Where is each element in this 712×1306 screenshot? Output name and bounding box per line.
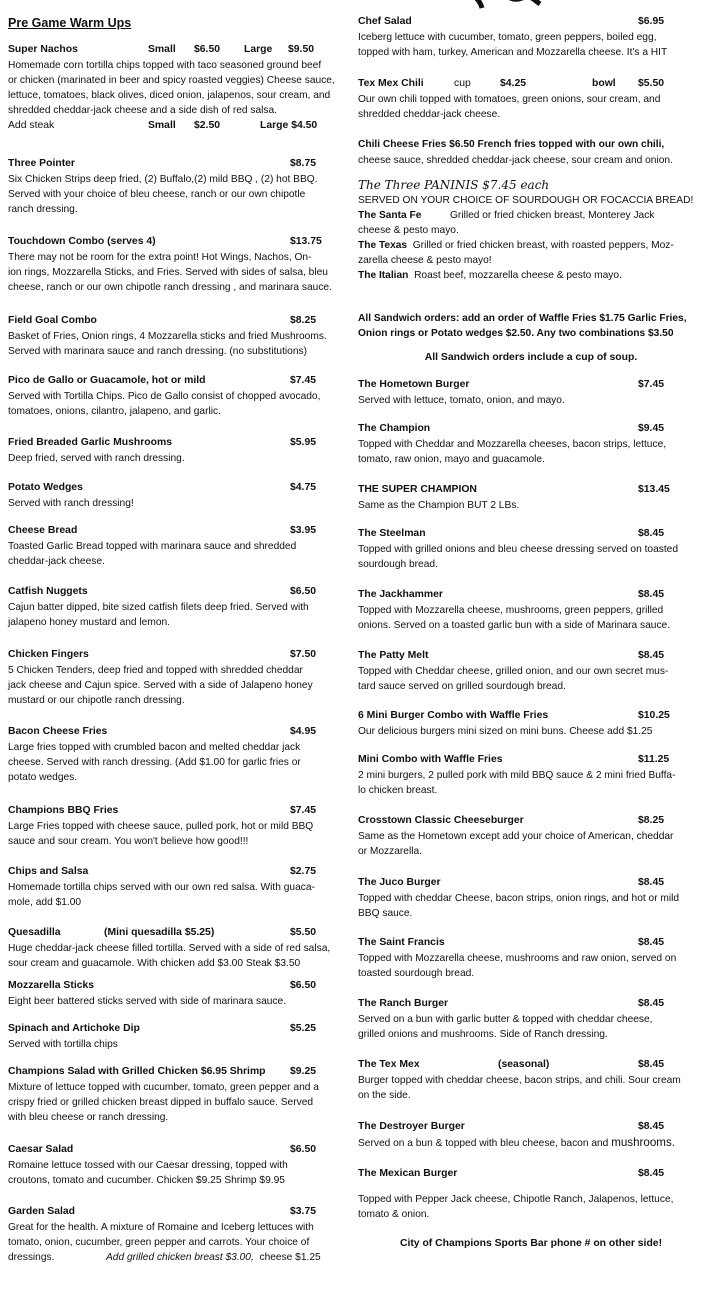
item-price: $7.50 (290, 649, 317, 660)
item-desc: Same as the Champion BUT 2 LBs. (358, 500, 520, 511)
item-price: $8.25 (638, 815, 665, 826)
menu-item-tex-mex-chili (358, 76, 704, 122)
item-price: $8.25 (290, 315, 317, 326)
menu-item-hometown-burger (358, 377, 704, 408)
item-desc: sour cream and guacamole. With chicken add $3.00 Steak $3.50 (8, 958, 301, 969)
item-desc: Grilled or fried chicken breast, Monterey Jack (450, 210, 655, 221)
item-desc: Our own chili topped with tomatoes, green onions, sour cream, and (358, 94, 661, 105)
item-desc: Topped with cheddar Cheese, bacon strips, onion rings, and hot or mild (358, 893, 680, 904)
item-desc: Iceberg lettuce with cucumber, tomato, green peppers, boiled egg, (358, 32, 657, 43)
menu-item-chef-salad (358, 14, 704, 60)
item-desc: Romaine lettuce tossed with our Caesar dressing, topped with (8, 1160, 288, 1171)
item-price: $6.50 (290, 586, 317, 597)
menu-item-potato-wedges (8, 480, 354, 511)
item-desc: Large fries topped with crumbled bacon and melted cheddar jack (8, 742, 301, 753)
item-name: The Champion (358, 423, 431, 434)
item-desc: Chili Cheese Fries $6.50 French fries topped with our own chili, (358, 139, 665, 150)
item-desc: shredded cheddar-jack cheese. (358, 109, 501, 120)
item-name: The Steelman (358, 528, 426, 539)
menu-item-ranch-burger (358, 996, 704, 1042)
item-name: Chef Salad (358, 16, 412, 27)
menu-item-crosstown-classic (358, 813, 704, 859)
menu-item-quesadilla (8, 925, 354, 971)
item-desc: There may not be room for the extra point! Hot Wings, Nachos, On- (8, 252, 312, 263)
item-price: $7.45 (290, 805, 317, 816)
menu-item-garlic-mushrooms (8, 435, 354, 466)
menu-item-pico-de-gallo (8, 373, 354, 419)
menu-item-bacon-cheese-fries (8, 724, 354, 785)
item-desc: with bleu cheese or ranch dressing. (8, 1112, 169, 1123)
item-desc: Served with lettuce, tomato, onion, and mayo. (358, 395, 565, 406)
item-desc: Topped with Cheddar and Mozzarella cheeses, bacon strips, lettuce, (358, 439, 667, 450)
menu-item-catfish-nuggets (8, 584, 354, 630)
item-desc: Homemade corn tortilla chips topped with taco seasoned ground beef (8, 60, 322, 71)
item-name: Super Nachos (8, 44, 78, 55)
item-name: The Hometown Burger (358, 379, 470, 390)
item-desc: or chicken (marinated in beer and spicy roasted veggies) Cheese sauce, (8, 75, 335, 86)
item-name: The Juco Burger (358, 877, 441, 888)
item-price: $8.45 (638, 1059, 665, 1070)
item-price: $8.45 (638, 877, 665, 888)
mini-option: (Mini quesadilla $5.25) (104, 927, 215, 938)
menu-item-juco-burger (358, 875, 704, 921)
size-label: bowl (592, 78, 616, 89)
menu-item-jackhammer (358, 587, 704, 633)
item-desc: sourdough bread. (358, 559, 438, 570)
menu-item-caesar-salad (8, 1142, 354, 1188)
item-price: $7.45 (638, 379, 665, 390)
item-name: THE SUPER CHAMPION (358, 484, 477, 495)
menu-item-super-nachos (8, 42, 354, 134)
item-price: $4.75 (290, 482, 317, 493)
paninis-title: The Three PANINIS $7.45 each (358, 178, 550, 192)
item-desc: cheese & pesto mayo. (358, 225, 459, 236)
item-desc: Served with Tortilla Chips. Pico de Gallo consist of chopped avocado, (8, 391, 321, 402)
footer-note (358, 1236, 704, 1251)
item-desc: Mixture of lettuce topped with cucumber, tomato, green pepper and a (8, 1082, 319, 1093)
item-desc: potato wedges. (8, 772, 78, 783)
item-desc: cheese sauce, shredded cheddar-jack cheese, sour cream and onion. (358, 155, 673, 166)
item-price: $8.45 (638, 528, 665, 539)
addon-label: Add steak (8, 120, 55, 131)
sandwich-addon-line: All Sandwich orders: add an order of Waffle Fries $1.75 Garlic Fries, (358, 313, 687, 324)
item-price: $2.75 (290, 866, 317, 877)
menu-item-destroyer-burger (358, 1119, 704, 1151)
size-label: cup (454, 78, 471, 89)
menu-item-chicken-fingers (8, 647, 354, 708)
item-name: Spinach and Artichoke Dip (8, 1023, 140, 1034)
item-price: $8.45 (638, 937, 665, 948)
item-desc: tomato & onion. (358, 1209, 430, 1220)
panini-name: The Santa Fe (358, 210, 422, 221)
item-price: $4.50 (291, 120, 318, 131)
item-price: $8.45 (638, 650, 665, 661)
menu-item-three-pointer (8, 156, 354, 217)
item-desc: Served with ranch dressing! (8, 498, 134, 509)
item-name: Mini Combo with Waffle Fries (358, 754, 503, 765)
item-price: $11.25 (638, 754, 670, 765)
menu-item-mini-burger-combo (358, 708, 704, 739)
menu-item-touchdown-combo (8, 234, 354, 295)
item-desc: Basket of Fries, Onion rings, 4 Mozzarella sticks and fried Mushrooms. (8, 331, 327, 342)
item-desc: croutons, tomato and cucumber. Chicken $9.25 Shrimp $9.95 (8, 1175, 285, 1186)
item-desc: Served with tortilla chips (8, 1039, 118, 1050)
item-name: The Mexican Burger (358, 1168, 458, 1179)
item-desc: cheese, ranch or our own chipotle ranch dressing , and marinara sauce. (8, 282, 332, 293)
menu-item-tex-mex-burger (358, 1057, 704, 1103)
item-name: Quesadilla (8, 927, 61, 938)
item-desc: Our delicious burgers mini sized on mini buns. Cheese add $1.25 (358, 726, 653, 737)
item-name: The Jackhammer (358, 589, 443, 600)
size-label: Large (244, 44, 273, 55)
soup-note: All Sandwich orders include a cup of soup. (424, 352, 638, 363)
item-desc: on the side. (358, 1090, 411, 1101)
item-desc: mushrooms. (611, 1136, 675, 1149)
item-price: $6.50 (194, 44, 221, 55)
item-desc: Served on a bun with garlic butter & topped with cheddar cheese, (358, 1014, 653, 1025)
item-name: The Saint Francis (358, 937, 445, 948)
item-desc: Same as the Hometown except add your choice of American, cheddar (358, 831, 674, 842)
item-desc: 5 Chicken Tenders, deep fried and topped with shredded cheddar (8, 665, 303, 676)
item-name: Crosstown Classic Cheeseburger (358, 815, 524, 826)
item-price: $13.45 (638, 484, 670, 495)
item-desc: Huge cheddar-jack cheese filled tortilla. Served with a side of red salsa, (8, 943, 331, 954)
item-desc: crispy fried or grilled chicken breast dipped in buffalo sauce. Served (8, 1097, 314, 1108)
menu-item-the-champion (358, 421, 704, 467)
menu-item-steelman (358, 526, 704, 572)
item-desc: Homemade tortilla chips served with our own red salsa. With guaca- (8, 882, 315, 893)
item-desc: Grilled or fried chicken breast, with roasted peppers, Moz- (412, 240, 674, 251)
item-desc: zarella cheese & pesto mayo! (358, 255, 492, 266)
item-desc: Topped with grilled onions and bleu cheese dressing served on toasted (358, 544, 678, 555)
item-price: $7.45 (290, 375, 317, 386)
item-name: Touchdown Combo (serves 4) (8, 236, 156, 247)
item-price: $9.45 (638, 423, 665, 434)
item-desc: Topped with Mozzarella cheese, mushrooms and raw onion, served on (358, 953, 677, 964)
menu-item-spinach-dip (8, 1021, 354, 1052)
item-price: $8.45 (638, 1168, 665, 1179)
item-price: $8.45 (638, 998, 665, 1009)
item-name: Field Goal Combo (8, 315, 97, 326)
item-desc: Eight beer battered sticks served with side of marinara sauce. (8, 996, 287, 1007)
seasonal-tag: (seasonal) (498, 1059, 550, 1070)
item-name: Potato Wedges (8, 482, 83, 493)
item-price: $13.75 (290, 236, 322, 247)
size-label: Small (148, 120, 176, 131)
item-desc: grilled onions and mushrooms. Side of Ranch dressing. (358, 1029, 608, 1040)
footer-text: City of Champions Sports Bar phone # on other side! (399, 1238, 663, 1249)
item-name: Three Pointer (8, 158, 75, 169)
item-desc: lo chicken breast. (358, 785, 438, 796)
item-price: $5.25 (290, 1023, 317, 1034)
item-price: $6.50 (290, 1144, 317, 1155)
item-name: Mozzarella Sticks (8, 980, 95, 991)
item-desc: Toasted Garlic Bread topped with marinara sauce and shredded (8, 541, 297, 552)
item-desc: Six Chicken Strips deep fried, (2) Buffalo,(2) mild BBQ , (2) hot BBQ. (8, 174, 318, 185)
menu-item-patty-melt (358, 648, 704, 694)
item-desc: Topped with Pepper Jack cheese, Chipotle Ranch, Jalapenos, lettuce, (358, 1194, 674, 1205)
item-desc: lettuce, tomatoes, black olives, diced onion, jalapenos, sour cream, and (8, 90, 331, 101)
size-label: Small (148, 44, 176, 55)
item-desc: or Mozzarella. (358, 846, 422, 857)
item-price: $10.25 (638, 710, 670, 721)
item-name: Caesar Salad (8, 1144, 74, 1155)
item-desc: mole, add $1.00 (8, 897, 82, 908)
menu-item-bbq-fries (8, 803, 354, 849)
item-desc: ion rings, Mozzarella Sticks, and Fries. Served with sides of salsa, bleu (8, 267, 328, 278)
item-desc: dressings. (8, 1252, 55, 1263)
section-title: Pre Game Warm Ups (8, 16, 132, 30)
item-desc: Served with your choice of bleu cheese, ranch or our own chipotle (8, 189, 306, 200)
item-desc: Roast beef, mozzarella cheese & pesto mayo. (414, 270, 622, 281)
item-price: $2.50 (194, 120, 221, 131)
item-desc: tomato, raw onion, mayo and guacamole. (358, 454, 545, 465)
item-price: $8.45 (638, 1121, 665, 1132)
item-desc: cheddar-jack cheese. (8, 556, 105, 567)
item-name: Catfish Nuggets (8, 586, 88, 597)
item-name: Pico de Gallo or Guacamole, hot or mild (8, 375, 206, 386)
item-desc: Large Fries topped with cheese sauce, pulled pork, hot or mild BBQ (8, 821, 314, 832)
item-desc: Topped with Cheddar cheese, grilled onion, and our own secret mus- (358, 666, 669, 677)
item-name: The Destroyer Burger (358, 1121, 465, 1132)
addon-note: Add grilled chicken breast $3.00, (106, 1252, 254, 1263)
item-desc: 2 mini burgers, 2 pulled pork with mild BBQ sauce & 2 mini fried Buffa- (358, 770, 676, 781)
logo-fragment (460, 0, 550, 10)
item-desc: Cajun batter dipped, bite sized catfish filets deep fried. Served with (8, 602, 309, 613)
menu-item-saint-francis (358, 935, 704, 981)
item-name: Cheese Bread (8, 525, 78, 536)
item-desc: mustard or our chipotle ranch dressing. (8, 695, 185, 706)
menu-item-super-champion (358, 482, 704, 513)
menu-item-garden-salad (8, 1204, 354, 1265)
addon-note: cheese $1.25 (259, 1252, 321, 1263)
menu-item-mexican-burger (358, 1166, 704, 1222)
item-desc: toasted sourdough bread. (358, 968, 475, 979)
menu-item-mozzarella-sticks (8, 978, 354, 1009)
item-name: Champions BBQ Fries (8, 805, 119, 816)
item-name: Bacon Cheese Fries (8, 726, 108, 737)
paninis-bread-note: SERVED ON YOUR CHOICE OF SOURDOUGH OR FOCACCIA BREAD! (358, 195, 694, 206)
panini-name: The Italian (358, 270, 409, 281)
panini-name: The Texas (358, 240, 408, 251)
menu-item-mini-combo (358, 752, 704, 798)
item-price: $4.25 (500, 78, 527, 89)
sandwich-addon-line: Onion rings or Potato wedges $2.50. Any two combinations $3.50 (358, 328, 674, 339)
size-label: Large (260, 120, 289, 131)
menu-item-field-goal-combo (8, 313, 354, 359)
sandwich-orders-note (358, 311, 704, 365)
item-desc: cheese. Served with ranch dressing. (Add $1.00 for garlic fries or (8, 757, 301, 768)
item-name: Chicken Fingers (8, 649, 89, 660)
item-name: 6 Mini Burger Combo with Waffle Fries (358, 710, 549, 721)
item-desc: sauce and sour cream. You won't believe how good!!! (8, 836, 249, 847)
item-desc: tomato, onion, cucumber, green pepper and carrots. Your choice of (8, 1237, 310, 1248)
item-price: $9.50 (288, 44, 315, 55)
item-desc: Deep fried, served with ranch dressing. (8, 453, 185, 464)
item-name: The Patty Melt (358, 650, 429, 661)
item-price: $6.50 (290, 980, 317, 991)
item-price: $5.50 (638, 78, 665, 89)
item-desc: BBQ sauce. (358, 908, 413, 919)
item-desc: jalapeno honey mustard and lemon. (8, 617, 170, 628)
item-price: $8.45 (638, 589, 665, 600)
item-name: Chips and Salsa (8, 866, 89, 877)
item-desc: Served with marinara sauce and ranch dressing. (no substitutions) (8, 346, 307, 357)
item-price: $8.75 (290, 158, 317, 169)
item-name: Garden Salad (8, 1206, 75, 1217)
menu-item-chili-cheese-fries (358, 137, 704, 168)
item-name: The Tex Mex (358, 1059, 420, 1070)
item-price: $5.95 (290, 437, 317, 448)
item-desc: jack cheese and Cajun spice. Served with a side of Jalapeno honey (8, 680, 313, 691)
item-price: $6.95 (638, 16, 665, 27)
item-desc: tard sauce served on grilled sourdough bread. (358, 681, 566, 692)
item-desc: shredded cheddar-jack cheese and a side dish of red salsa. (8, 105, 278, 116)
item-price: $5.50 (290, 927, 317, 938)
item-desc: Great for the health. A mixture of Romaine and Iceberg lettuces with (8, 1222, 314, 1233)
item-price: $3.75 (290, 1206, 317, 1217)
item-price: $3.95 (290, 525, 317, 536)
item-desc: onions. Served on a toasted garlic bun with a side of Marinara sauce. (358, 620, 671, 631)
item-desc: Burger topped with cheddar cheese, bacon strips, and chili. Sour cream (358, 1075, 681, 1086)
item-name: Fried Breaded Garlic Mushrooms (8, 437, 172, 448)
menu-item-chips-and-salsa (8, 864, 354, 910)
item-price: $4.95 (290, 726, 317, 737)
item-name: Champions Salad with Grilled Chicken $6.95 Shrimp (8, 1066, 266, 1077)
paninis-section (358, 177, 704, 283)
item-name: The Ranch Burger (358, 998, 449, 1009)
item-desc: topped with ham, turkey, American and Mozzarella cheese. It's a HIT (358, 47, 668, 58)
item-name: Tex Mex Chili (358, 78, 424, 89)
item-desc: tomatoes, onions, cilantro, jalapeno, and garlic. (8, 406, 221, 417)
item-desc: Served on a bun & topped with bleu cheese, bacon and (358, 1138, 612, 1149)
menu-item-cheese-bread (8, 523, 354, 569)
menu-item-champions-salad (8, 1064, 354, 1125)
item-price: $9.25 (290, 1066, 317, 1077)
item-desc: ranch dressing. (8, 204, 78, 215)
item-desc: Topped with Mozzarella cheese, mushrooms, green peppers, grilled (358, 605, 664, 616)
